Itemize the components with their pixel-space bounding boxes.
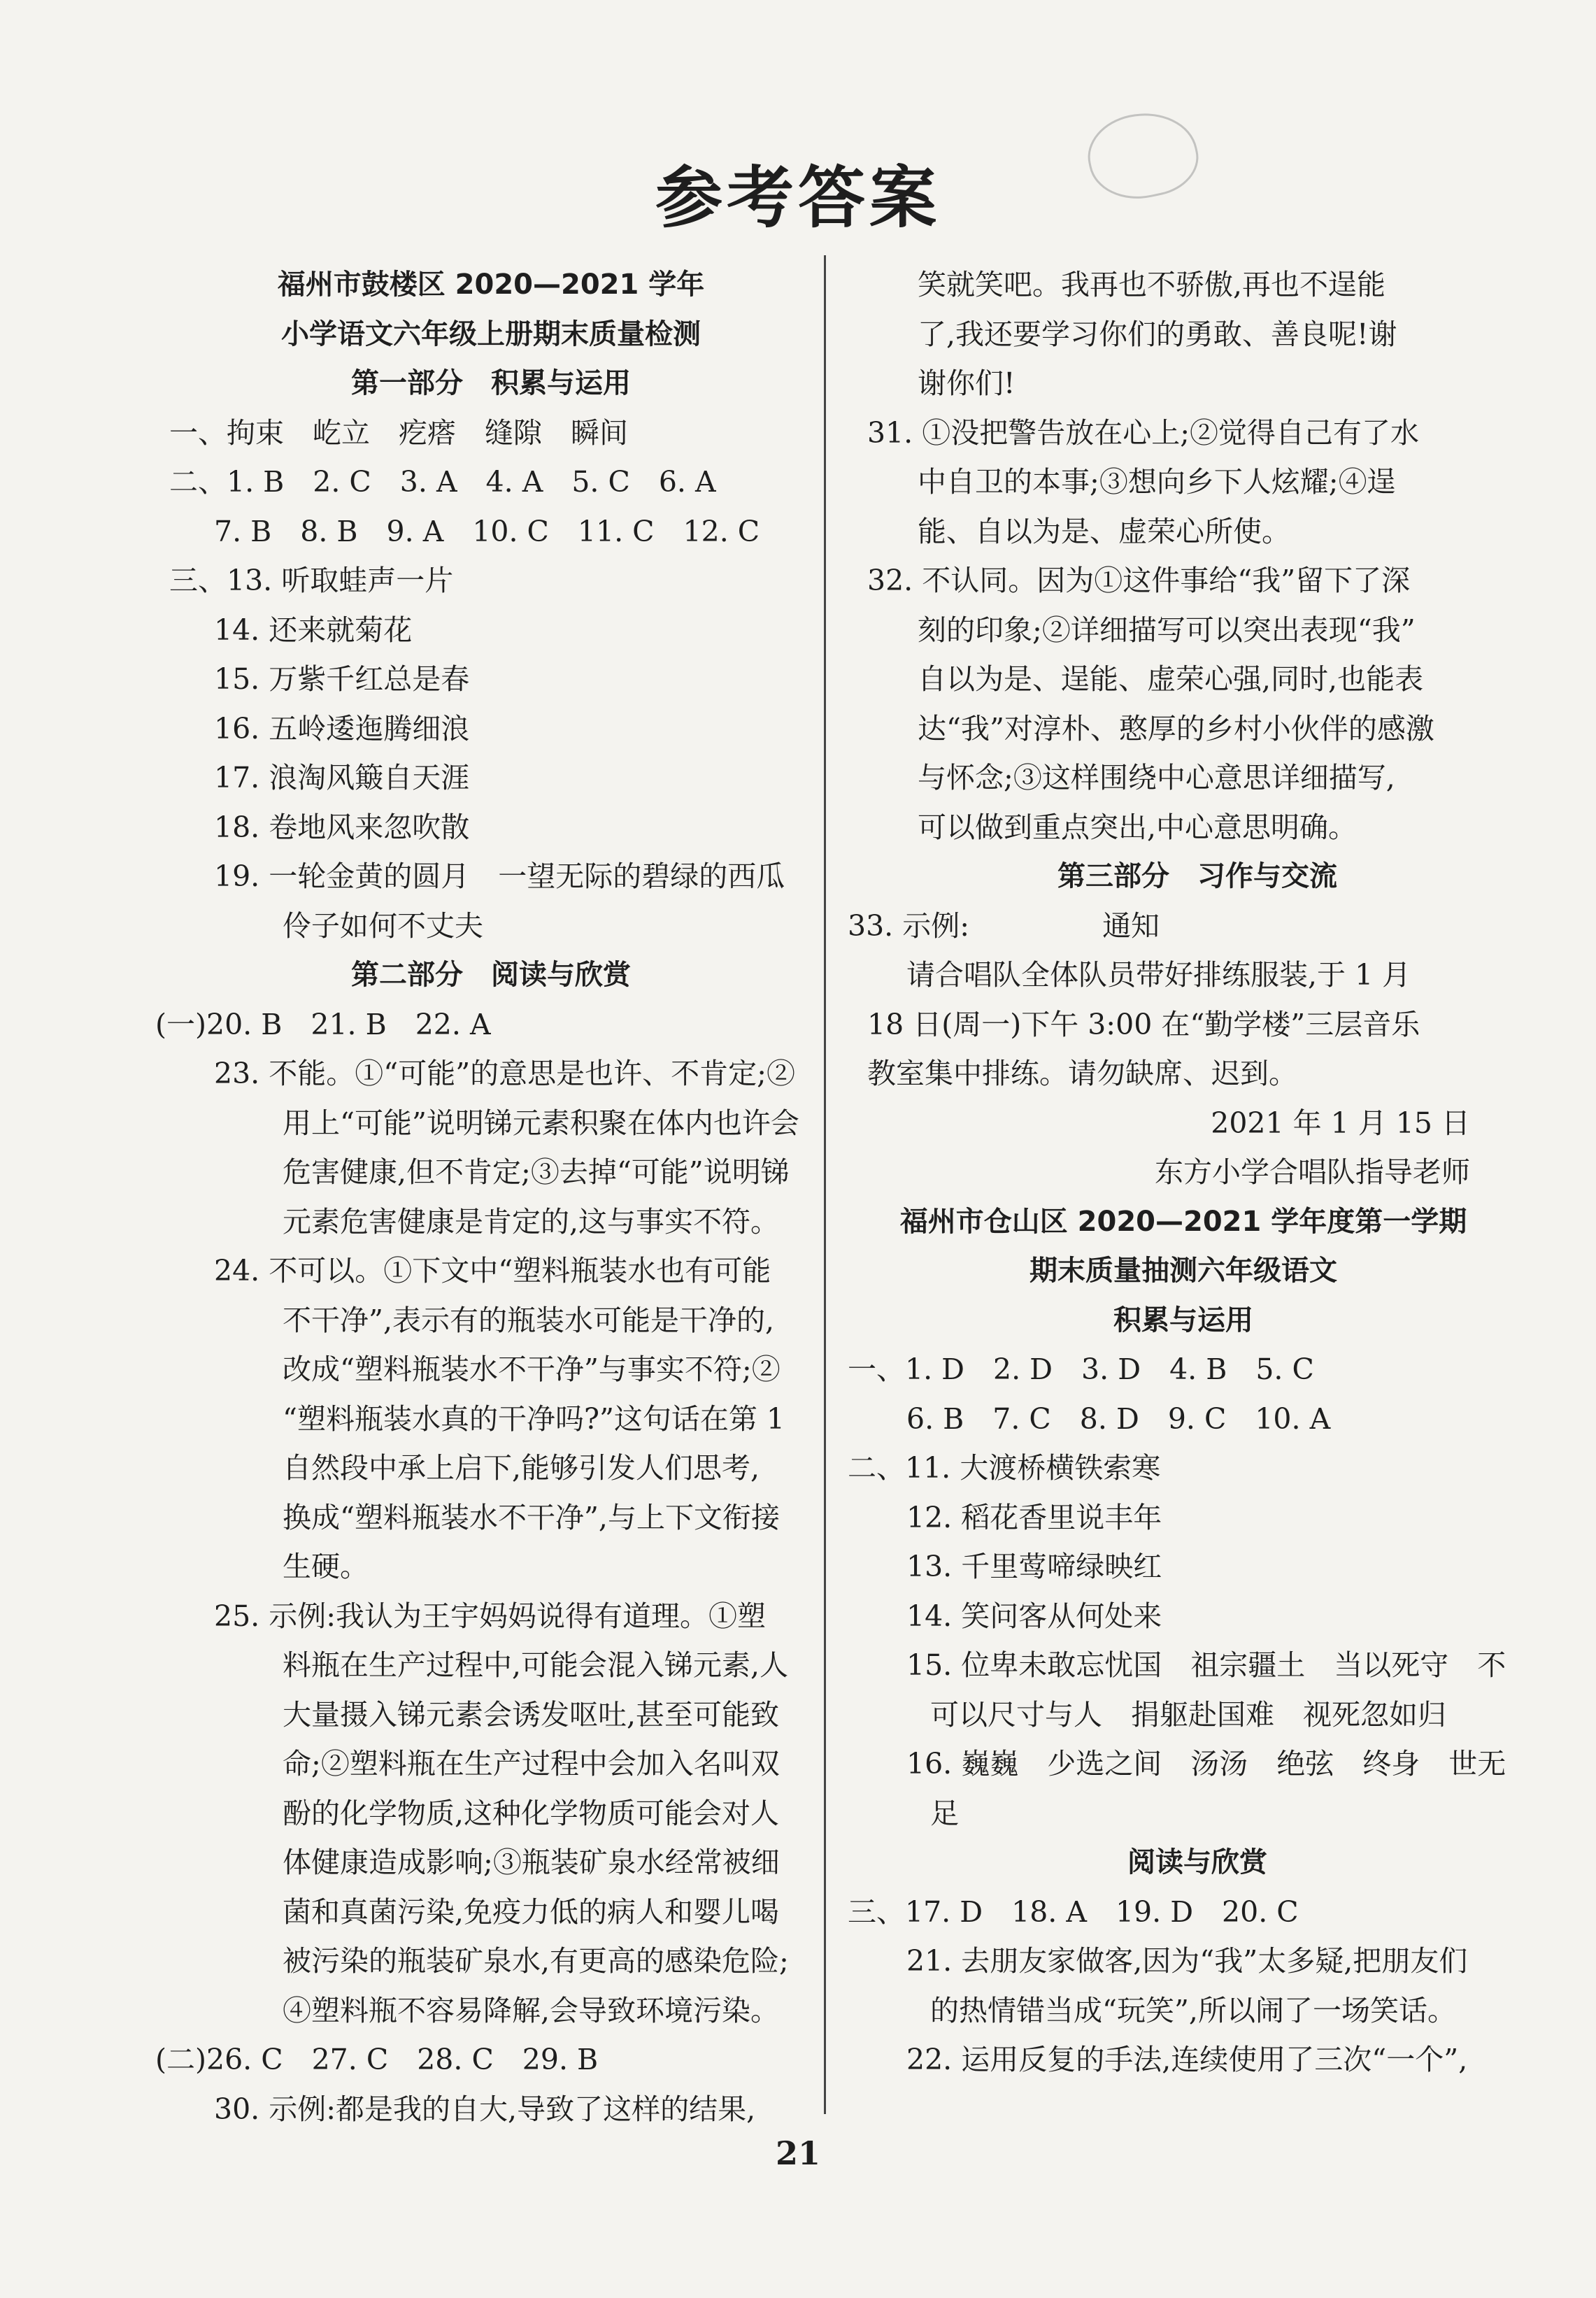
answer-line: 能、自以为是、虚荣心所使。 [918,514,1290,548]
notice-label: 33. 示例: [848,908,970,943]
answer-line: 6. B 7. C 8. D 9. C 10. A [906,1401,1331,1436]
answer-line: 7. B 8. B 9. A 10. C 11. C 12. C [214,514,760,548]
answer-line: 伶子如何不丈夫 [283,908,483,943]
answer-line: 与怀念;③这样围绕中心意思详细描写, [918,761,1395,794]
answer-line: 16. 五岭逶迤腾细浪 [214,711,470,745]
right-column [848,260,1519,2085]
answer-line: 酚的化学物质,这种化学物质可能会对人 [283,1796,780,1830]
section-title: 阅读与欣赏 [1127,1846,1267,1878]
answer-line: “塑料瓶装水真的干净吗?”这句话在第 1 [283,1401,785,1436]
answer-line: (一)20. B 21. B 22. A [155,1007,491,1041]
answer-line: 25. 示例:我认为王宇妈妈说得有道理。①塑 [214,1599,767,1633]
notice-signer: 东方小学合唱队指导老师 [1155,1155,1470,1189]
part1-title: 第一部分 积累与运用 [351,367,631,399]
answer-line: 换成“塑料瓶装水不干净”,与上下文衔接 [283,1500,780,1534]
notice-title: 通知 [1102,908,1160,943]
section-title: 积累与运用 [1113,1304,1253,1336]
exam-heading-3: 福州市仓山区 2020—2021 学年度第一学期 [899,1205,1467,1238]
answer-line: 30. 示例:都是我的自大,导致了这样的结果, [214,2092,756,2126]
answer-line: 22. 运用反复的手法,连续使用了三次“一个”, [906,2043,1468,2076]
answer-line: 二、11. 大渡桥横铁索寒 [848,1451,1161,1485]
answer-line: 13. 千里莺啼绿映红 [906,1550,1162,1583]
answer-line: 了,我还要学习你们的勇敢、善良呢!谢 [918,317,1397,351]
answer-line: 自以为是、逞能、虚荣心强,同时,也能表 [918,662,1424,696]
answer-line: 自然段中承上启下,能够引发人们思考, [283,1451,760,1485]
answer-line: 二、1. B 2. C 3. A 4. A 5. C 6. A [169,465,716,499]
answer-line: 改成“塑料瓶装水不干净”与事实不符;② [283,1353,781,1386]
notice-label-line [848,901,1519,951]
answer-line: 命;②塑料瓶在生产过程中会加入名叫双 [283,1747,780,1780]
answer-line: 18. 卷地风来忽吹散 [214,810,470,844]
answer-line: 中自卫的本事;③想向乡下人炫耀;④逞 [918,465,1396,499]
answer-line: 菌和真菌污染,免疫力低的病人和婴儿喝 [283,1894,780,1929]
answer-line: 19. 一轮金黄的圆月 一望无际的碧绿的西瓜 [214,859,785,893]
answer-line: 三、17. D 18. A 19. D 20. C [848,1894,1299,1929]
answer-line: 刻的印象;②详细描写可以突出表现“我” [918,613,1416,647]
answer-line: 可以做到重点突出,中心意思明确。 [918,810,1358,844]
left-column [155,260,827,2134]
page-title: 参考答案 [655,158,941,237]
answer-line: 用上“可能”说明锑元素积聚在体内也许会 [283,1106,799,1140]
answer-line: 不干净”,表示有的瓶装水可能是干净的, [283,1303,775,1337]
answer-line: ④塑料瓶不容易降解,会导致环境污染。 [283,1993,780,2027]
answer-line: 元素危害健康是肯定的,这与事实不符。 [283,1204,780,1239]
answer-line: 一、拘束 屹立 疙瘩 缝隙 瞬间 [169,415,628,450]
answer-line: 24. 不可以。①下文中“塑料瓶装水也有可能 [214,1254,771,1287]
answer-line: 被污染的瓶装矿泉水,有更高的感染危险; [283,1944,789,1978]
answer-line: 一、1. D 2. D 3. D 4. B 5. C [848,1353,1314,1386]
answer-line: 足 [930,1796,959,1830]
answer-line: 12. 稻花香里说丰年 [906,1500,1162,1534]
answer-line: 笑就笑吧。我再也不骄傲,再也不逞能 [918,268,1386,301]
answer-line: 23. 不能。①“可能”的意思是也许、不肯定;② [214,1057,795,1090]
answer-line: 15. 万紫千红总是春 [214,662,470,696]
notice-date: 2021 年 1 月 15 日 [1211,1106,1470,1140]
answer-line: 17. 浪淘风簸自天涯 [214,761,470,794]
answer-line: 体健康造成影响;③瓶装矿泉水经常被细 [283,1846,780,1879]
answer-line: 21. 去朋友家做客,因为“我”太多疑,把朋友们 [906,1944,1468,1978]
answer-line: 可以尺寸与人 捐躯赴国难 视死忽如归 [930,1697,1446,1732]
answer-line: 大量摄入锑元素会诱发呕吐,甚至可能致 [283,1697,780,1732]
answer-line: 14. 笑问客从何处来 [906,1599,1162,1633]
part3-title: 第三部分 习作与交流 [1057,860,1337,892]
notice-body: 请合唱队全体队员带好排练服装,于 1 月 [906,958,1411,992]
answer-line: 达“我”对淳朴、憨厚的乡村小伙伴的感激 [918,711,1434,745]
page-number: 21 [775,2134,820,2172]
answer-line: 三、13. 听取蛙声一片 [169,564,454,597]
notice-body: 教室集中排练。请勿缺席、迟到。 [867,1057,1297,1090]
answer-line: 16. 巍巍 少选之间 汤汤 绝弦 终身 世无 [906,1747,1506,1780]
answer-line: 31. ①没把警告放在心上;②觉得自己有了水 [867,415,1420,450]
answer-line: 的热情错当成“玩笑”,所以闹了一场笑话。 [930,1993,1456,2027]
answer-line: 生硬。 [283,1550,369,1583]
answer-line: 32. 不认同。因为①这件事给“我”留下了深 [867,564,1411,597]
part2-title: 第二部分 阅读与欣赏 [351,959,631,991]
answer-line: 15. 位卑未敢忘忧国 祖宗疆土 当以死守 不 [906,1648,1506,1682]
answer-line: 危害健康,但不肯定;③去掉“可能”说明锑 [283,1155,790,1189]
exam-heading-1: 福州市鼓楼区 2020—2021 学年 [277,269,705,301]
answer-line: (二)26. C 27. C 28. C 29. B [155,2043,599,2076]
exam-heading-2: 小学语文六年级上册期末质量检测 [281,317,701,350]
answer-line: 谢你们! [918,366,1016,400]
exam-heading-4: 期末质量抽测六年级语文 [1029,1255,1337,1287]
answer-line: 14. 还来就菊花 [214,613,413,647]
answer-line: 料瓶在生产过程中,可能会混入锑元素,人 [283,1648,789,1682]
notice-body: 18 日(周一)下午 3:00 在“勤学楼”三层音乐 [867,1007,1420,1041]
